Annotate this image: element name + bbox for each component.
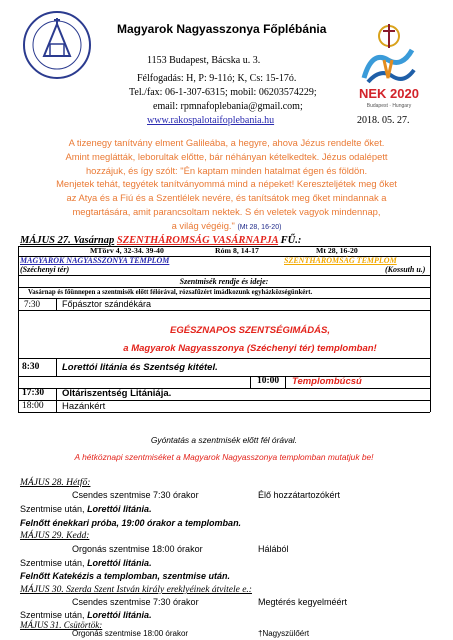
day-title: MÁJUS 28. Hétfő: — [20, 478, 91, 488]
after-mass-label: Szentmise után, — [20, 610, 85, 620]
phone-line: Tel./fax: 06-1-307-6315; mobil: 06203574229; — [129, 87, 317, 98]
quote-line: Menjetek tehát, tegyétek tanítványommá mind a népeket! Kereszteljétek meg őket — [56, 178, 397, 190]
day-mass: Csendes szentmise 7:30 órakor — [72, 597, 199, 607]
mass-time-730: 7:30 — [24, 299, 41, 309]
litany-label: Lorettói litánia. — [87, 610, 152, 620]
day-after-mass — [20, 558, 152, 568]
quote-line: az Atya és a Fiú és a Szentlélek nevére, és tanítsátok meg őket mindannak a — [66, 192, 387, 204]
weekday-mass-notice: A hétköznapi szentmiséket a Magyarok Nagyasszonya templomban mutatjuk be! — [74, 452, 374, 462]
day-intention: Megtérés kegyelméért — [258, 597, 348, 607]
nek-title: NEK 2020 — [359, 86, 419, 101]
quote-line: Amint meglátták, leborultak előtte, bár néhányan kételkedtek. Jézus odalépett — [65, 150, 388, 162]
sunday-heading — [20, 235, 301, 246]
adoration-line-2: a Magyarok Nagyasszonya (Széchenyi tér) templomban! — [123, 343, 377, 354]
church-2-place: (Kossuth u.) — [385, 265, 426, 274]
quote-reference: (Mt 28, 16-20) — [237, 223, 282, 231]
day-title: MÁJUS 31. Csütörtök: — [20, 620, 103, 630]
day-title: MÁJUS 29. Kedd: — [20, 531, 90, 541]
day-mass: Csendes szentmise 7:30 órakor — [72, 490, 199, 500]
reading-2: Róm 8, 14-17 — [215, 246, 259, 255]
day-mass: Orgonás szentmise 18:00 órakor — [72, 629, 189, 638]
gospel-quote — [20, 136, 433, 235]
nek-subtitle: Budapest · Hungary — [366, 103, 412, 109]
mass-time-1730: 17:30 — [22, 388, 45, 398]
after-mass-label: Szentmise után, — [20, 504, 85, 514]
sunday-date: MÁJUS 27. Vasárnap — [20, 235, 115, 246]
office-hours: Félfogadás: H, P: 9-11ó; K, Cs: 15-17ó. — [137, 73, 297, 84]
nek-2020-logo — [350, 20, 428, 110]
mass-event-1730: Oltáriszentség Litániája. — [62, 388, 172, 399]
church-2-name: SZENTHÁROMSÁG TEMPLOM — [284, 256, 397, 265]
parish-title: Magyarok Nagyasszonya Főplébánia — [117, 22, 327, 36]
church-1-place: (Széchenyi tér) — [20, 265, 70, 274]
quote-line: megtartására, amit parancsoltam nektek. S én veletek vagyok mindennap, — [72, 205, 381, 217]
day-intention: Élő hozzátartozókért — [258, 490, 341, 500]
quote-line: hozzájuk, és így szólt: "Én kaptam minden hatalmat égen és földön. — [85, 164, 368, 176]
parish-logo — [22, 10, 92, 80]
parish-address: 1153 Budapest, Bácska u. 3. — [147, 55, 261, 66]
mass-time-1000: 10:00 — [257, 376, 280, 386]
day-after-mass — [20, 504, 152, 514]
bulletin-date: 2018. 05. 27. — [357, 115, 410, 126]
litany-label: Lorettói litánia. — [87, 558, 152, 568]
mass-intention-730: Főpásztor szándékára — [62, 299, 152, 309]
after-mass-label: Szentmise után, — [20, 558, 85, 568]
day-extra: Felnőtt Katekézis a templomban, szentmise után. — [20, 571, 231, 581]
confession-notice: Gyóntatás a szentmisék előtt fél órával. — [150, 435, 298, 445]
day-extra: Felnőtt énekkari próba, 19:00 órakor a templomban. — [20, 518, 242, 528]
day-mass: Orgonás szentmise 18:00 órakor — [72, 544, 203, 554]
litany-label: Lorettói litánia. — [87, 504, 152, 514]
day-intention: †Nagyszülőért — [258, 629, 310, 638]
day-after-mass — [20, 610, 152, 620]
day-title: MÁJUS 30. Szerda Szent István király ereklyéinek átvitele e.: — [20, 585, 252, 595]
mass-event-1000: Templombúcsú — [292, 376, 362, 387]
sunday-feast-title: SZENTHÁROMSÁG VASÁRNAPJA — [116, 235, 279, 246]
mass-time-830: 8:30 — [22, 362, 40, 372]
day-intention: Hálából — [258, 544, 289, 554]
adoration-line-1: EGÉSZNAPOS SZENTSÉGIMÁDÁS, — [170, 325, 330, 336]
quote-line: a világ végéig." — [171, 219, 235, 231]
mass-order-title: Szentmisék rendje és ideje: — [179, 277, 269, 286]
email-line: email: rpmnafoplebania@gmail.com; — [153, 101, 303, 112]
quote-line: A tizenegy tanítvány elment Galileába, a hegyre, ahova Jézus rendelte őket. — [68, 137, 385, 148]
mass-intention-1800: Hazánkért — [62, 401, 106, 412]
website-link[interactable]: www.rakospalotaifoplebania.hu — [147, 115, 275, 126]
church-1-name: MAGYAROK NAGYASSZONYA TEMPLOM — [20, 256, 170, 265]
sunday-feast-suffix: FŰ.: — [280, 235, 302, 246]
mass-time-1800: 18:00 — [22, 401, 44, 411]
reading-3: Mt 28, 16-20 — [316, 246, 358, 255]
reading-1: MTörv 4, 32-34. 39-40 — [90, 246, 164, 255]
rosary-note: Vasárnap és főünnepen a szentmisék előtt félórával, rózsafűzért imádkozunk egyházközségünkért. — [28, 289, 313, 296]
mass-event-830: Lorettói litánia és Szentség kitétel. — [62, 362, 218, 373]
